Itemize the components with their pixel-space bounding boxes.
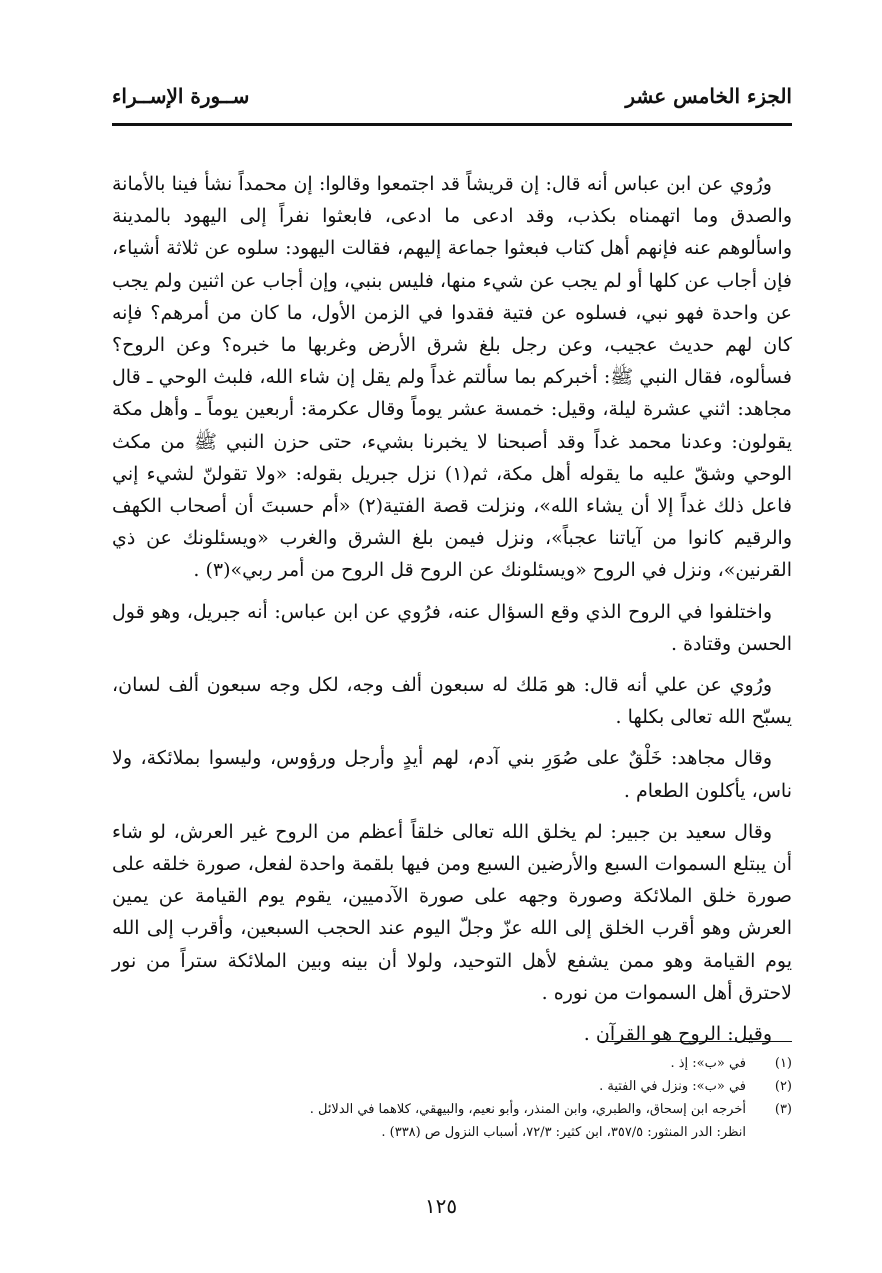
footnote-number: (٢) (774, 1079, 792, 1094)
footnote-3-continuation: انظر: الدر المنثور: ٣٥٧/٥، ابن كثير: ٧٢/٣، أسباب النزول ص (٣٣٨) . (381, 1125, 746, 1140)
juz-title: الجزء الخامس عشر (625, 84, 792, 108)
surah-title: ســورة الإســراء (112, 84, 250, 108)
footnote-3 (112, 1098, 792, 1121)
paragraph-5: وقال سعيد بن جبير: لم يخلق الله تعالى خلقاً أعظم من الروح غير العرش، لو شاء أن يبتلع السموات السبع والأرضين السبع ومن فيها بلقمة واحدة لفعل، صورة خلقه على صورة خلق الملائكة وصورة وجهه على صورة الآدميين، يقوم يوم القيامة عن يمين العرش وهو أقرب الخلق إلى الله عزّ وجلّ اليوم عند الحجب السبعين، وأقرب إلى الله يوم القيامة وهو ممن يشفع لأهل التوحيد، ولولا أن بينه وبين الملائكة ستراً من نور لاحترق أهل السموات من نوره . (112, 820, 792, 1004)
footnote-number: (١) (774, 1056, 792, 1071)
footnote-text: في «ب»: إذ . (670, 1056, 746, 1071)
paragraph-6: وقيل: الروح هو القرآن . (583, 1023, 772, 1046)
paragraph-2: واختلفوا في الروح الذي وقع السؤال عنه، فرُوي عن ابن عباس: أنه جبريل، وهو قول الحسن وقتادة . (112, 600, 792, 655)
footnote-rule (600, 1041, 792, 1042)
footnote-text: أخرجه ابن إسحاق، والطبري، وابن المنذر، وأبو نعيم، والبيهقي، كلاهما في الدلائل . (309, 1102, 746, 1117)
footnote-2 (112, 1075, 792, 1098)
main-text (112, 168, 792, 1059)
footnote-text: في «ب»: ونزل في الفتية . (599, 1079, 746, 1094)
page-header (112, 78, 792, 118)
page-number: ١٢٥ (424, 1194, 458, 1218)
paragraph-1: ورُوي عن ابن عباس أنه قال: إن قريشاً قد اجتمعوا وقالوا: إن محمداً نشأ فينا بالأمانة والصدق وما اتهمناه بكذب، وقد ادعى ما ادعى، فابعثوا نفراً إلى اليهود بالمدينة واسألوهم عنه فإنهم أهل كتاب فبعثوا جماعة إليهم، فقالت اليهود: سلوه عن ثلاثة أشياء، فإن أجاب عن كلها أو لم يجب عن شيء منها، فليس بنبي، وإن أجاب عن اثنين ولم يجب عن واحدة فهو نبي، فسلوه عن فتية فقدوا في الزمن الأول، ما كان من أمرهم؟ فإنه كان لهم حديث عجيب، وعن رجل بلغ شرق الأرض وغربها ما خبره؟ وعن الروح؟ فسألوه، فقال النبي ﷺ: أخبركم بما سألتم غداً ولم يقل إن شاء الله، فلبث الوحي ـ قال مجاهد: اثني عشرة ليلة، وقيل: خمسة عشر يوماً وقال عكرمة: أربعين يوماً ـ وأهل مكة يقولون: وعدنا محمد غداً وقد أصبحنا لا يخبرنا بشيء، حتى حزن النبي ﷺ من مكث الوحي وشقّ عليه ما يقوله أهل مكة، ثم(١) نزل جبريل بقوله: «ولا تقولنّ لشيء إني فاعل ذلك غداً إلا أن يشاء الله»، ونزلت قصة الفتية(٢) «أم حسبتَ أن أصحاب الكهف والرقيم كانوا من آياتنا عجباً»، ونزل فيمن بلغ الشرق والغرب «ويسئلونك عن ذي القرنين»، ونزل في الروح «ويسئلونك عن الروح قل الروح من أمر ربي»(٣) . (112, 173, 792, 582)
footnote-1 (112, 1052, 792, 1075)
header-rule (112, 123, 792, 126)
footnote-number: (٣) (774, 1102, 792, 1117)
paragraph-4: وقال مجاهد: خَلْقٌ على صُوَرِ بني آدم، لهم أيدٍ وأرجل ورؤوس، وليسوا بملائكة، ولا ناس، يأكلون الطعام . (112, 747, 792, 802)
footnotes (112, 1052, 792, 1144)
paragraph-3: ورُوي عن علي أنه قال: هو مَلك له سبعون ألف وجه، لكل وجه سبعون ألف لسان، يسبّح الله تعالى بكلها . (112, 674, 792, 729)
